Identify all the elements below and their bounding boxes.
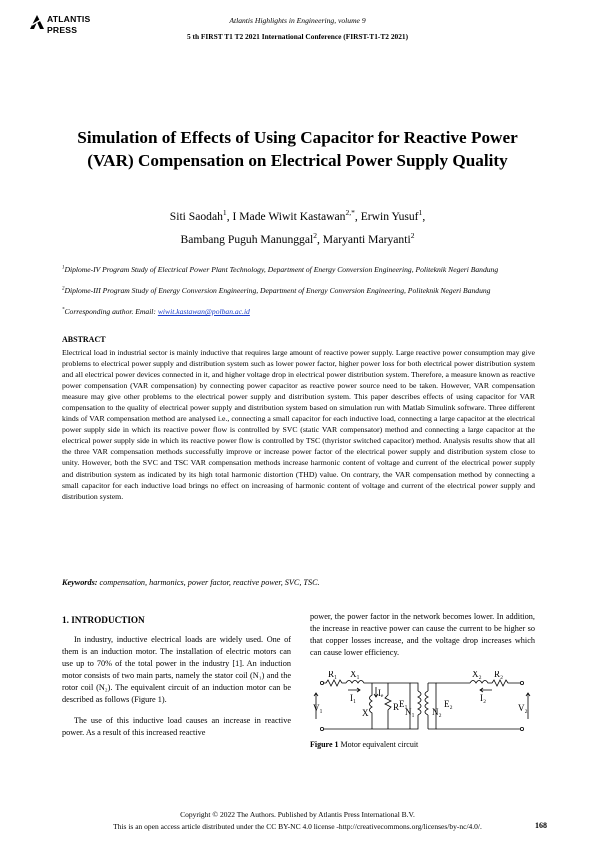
label-x2: X₂	[472, 671, 482, 679]
author-name: Siti Saodah	[169, 210, 223, 223]
author-sup: 2,*	[345, 208, 355, 218]
author-line-1: Siti Saodah$^1$, I Made Wiwit Kastawan$^{2,*}$, Erwin Yusuf$^1$,	[169, 208, 426, 223]
author-name: Bambang Puguh Manunggal	[180, 233, 314, 246]
label-n2: N₂	[432, 707, 442, 717]
label-r1: R₁	[328, 671, 338, 679]
label-v1: V₁	[313, 703, 323, 713]
keywords-text: compensation, harmonics, power factor, reactive power, SVC, TSC.	[97, 578, 320, 587]
author-sup: 1	[222, 208, 227, 218]
author-sup: 1	[418, 208, 423, 218]
footer-copyright: Copyright © 2022 The Authors. Published by Atlantis Press International B.V.	[180, 810, 415, 819]
conference-header: 5 th FIRST T1 T2 2021 International Conference (FIRST-T1-T2 2021)	[186, 32, 409, 41]
right-column-text: power, the power factor in the network becomes lower. In addition, the increase in reactive power can cause the current to be higher so that copper losses increase, and the voltage drop increases which can cause lower efficiency.	[310, 612, 535, 657]
affiliation-1	[62, 265, 537, 275]
footer-license: This is an open access article distributed under the CC BY-NC 4.0 license -http://creativecommons.org/licenses/by-nc/4.0/.	[113, 822, 482, 831]
label-v2: V₂	[518, 703, 528, 713]
affiliation-text: Diplome-IV Program Study of Electrical Power Plant Technology, Department of Energy Conversion Engineering, Politeknik Negeri Bandung	[64, 265, 499, 274]
figure-caption-label: Figure 1	[310, 740, 339, 749]
series-header: Atlantis Highlights in Engineering, volume 9	[229, 16, 366, 25]
author-sup: 2	[313, 231, 317, 241]
label-r2: R₂	[494, 671, 504, 679]
corresponding-author	[62, 307, 537, 317]
author-line-2: Bambang Puguh Manunggal$^2$, Maryanti Maryanti$^2$	[180, 231, 415, 246]
label-r: R	[393, 702, 400, 712]
affiliation-text: Diplome-III Program Study of Energy Conversion Engineering, Department of Energy Conversion Engineering, Politeknik Negeri Bandung	[64, 286, 491, 295]
logo-line2: PRESS	[47, 25, 78, 35]
paper-title: Simulation of Effects of Using Capacitor for Reactive Power (VAR) Compensation on Electrical Power Supply Quality	[77, 128, 518, 170]
left-column	[62, 634, 291, 739]
corr-email-link[interactable]: wiwit.kastawan@polban.ac.id	[157, 307, 250, 316]
keywords	[62, 578, 535, 587]
label-ie: Iₑ	[378, 688, 384, 698]
logo-line1: ATLANTIS	[47, 14, 91, 24]
corr-label: Corresponding author. Email:	[64, 307, 158, 316]
label-n1: N₁	[405, 707, 415, 717]
figure-caption	[310, 740, 418, 749]
author-name: I Made Wiwit Kastawan	[232, 210, 346, 223]
label-x: X	[362, 708, 369, 718]
corr-sup: *	[62, 307, 65, 313]
label-x1: X₁	[350, 671, 360, 679]
affiliation-sup: 1	[62, 265, 65, 271]
keywords-label: Keywords:	[62, 578, 98, 587]
paragraph: The use of this inductive load causes an increase in reactive power. As a result of this increased reactive	[62, 715, 291, 737]
abstract-heading: ABSTRACT	[62, 335, 106, 344]
author-name: Maryanti Maryanti	[322, 233, 411, 246]
page-number: 168	[535, 821, 547, 830]
section-heading: 1. INTRODUCTION	[62, 615, 145, 625]
label-e2: E₂	[444, 699, 453, 709]
label-i2: I₂	[480, 693, 487, 703]
figure-caption-text: Motor equivalent circuit	[338, 740, 419, 749]
affiliation-sup: 2	[62, 286, 65, 292]
motor-equivalent-circuit	[310, 671, 535, 737]
affiliation-2	[62, 286, 537, 296]
paragraph: In industry, inductive electrical loads are widely used. One of them is an induction motor. The installation of electric motors can use up to 70% of the total power in the industry [1]. An induction motor consists of two main parts, namely the stator coil (N₁) and the rotor coil (N₂). The equivalent circuit of an induction motor can be described as follows (Figure 1).	[62, 635, 291, 704]
label-i1: I₁	[350, 693, 357, 703]
author-name: Erwin Yusuf	[360, 210, 419, 223]
author-sup: 2	[410, 231, 415, 241]
label-e1: E₁	[399, 699, 408, 709]
abstract-text: Electrical load in industrial sector is mainly inductive that requires large amount of reactive power supply. Large reactive power consumption may give problems to electrical power supply and distribution system such as lower power factor, higher power loss for both electrical power distribution system and all electrical power devices connected in it, and higher voltage drop in electrical power distribution system. Therefore, a measure known as reactive power compensation (VAR compensation) by connecting power capacitor as reactive power source need to be taken. However, VAR compensation measure may give other problems to the electrical power supply and distribution system. This paper describes effects of using capacitor for VAR compensation to the quality of electrical power supply and distribution system based on simulation run with Matlab Simulink software. Three different kinds of VAR compensation method are analysed i.e., connecting a small capacitor for each inductive load, connecting a large capacitor at the electrical power supply side in which its reactive power flow is controlled by SVC (static VAR compensator) method and connecting a large capacitor at the electrical power supply side in which its reactive power flow is controlled by TSC (thyristor switched capacitor) method. Analysis results show that all the three VAR compensation methods successfully improve or increase power factor of the electrical power supply and distribution system close to unity. However, both the SVC and TSC VAR compensation methods increase harmonic content of voltage and current of the electrical power supply and distribution system as indicated by its high total harmonic distortion (THD) value. On contrary, the VAR compensation method by connecting a small capacitor for each inductive load brings no effect on increasing of harmonic content of voltage and current of the electrical power supply and distribution system.	[62, 348, 535, 501]
